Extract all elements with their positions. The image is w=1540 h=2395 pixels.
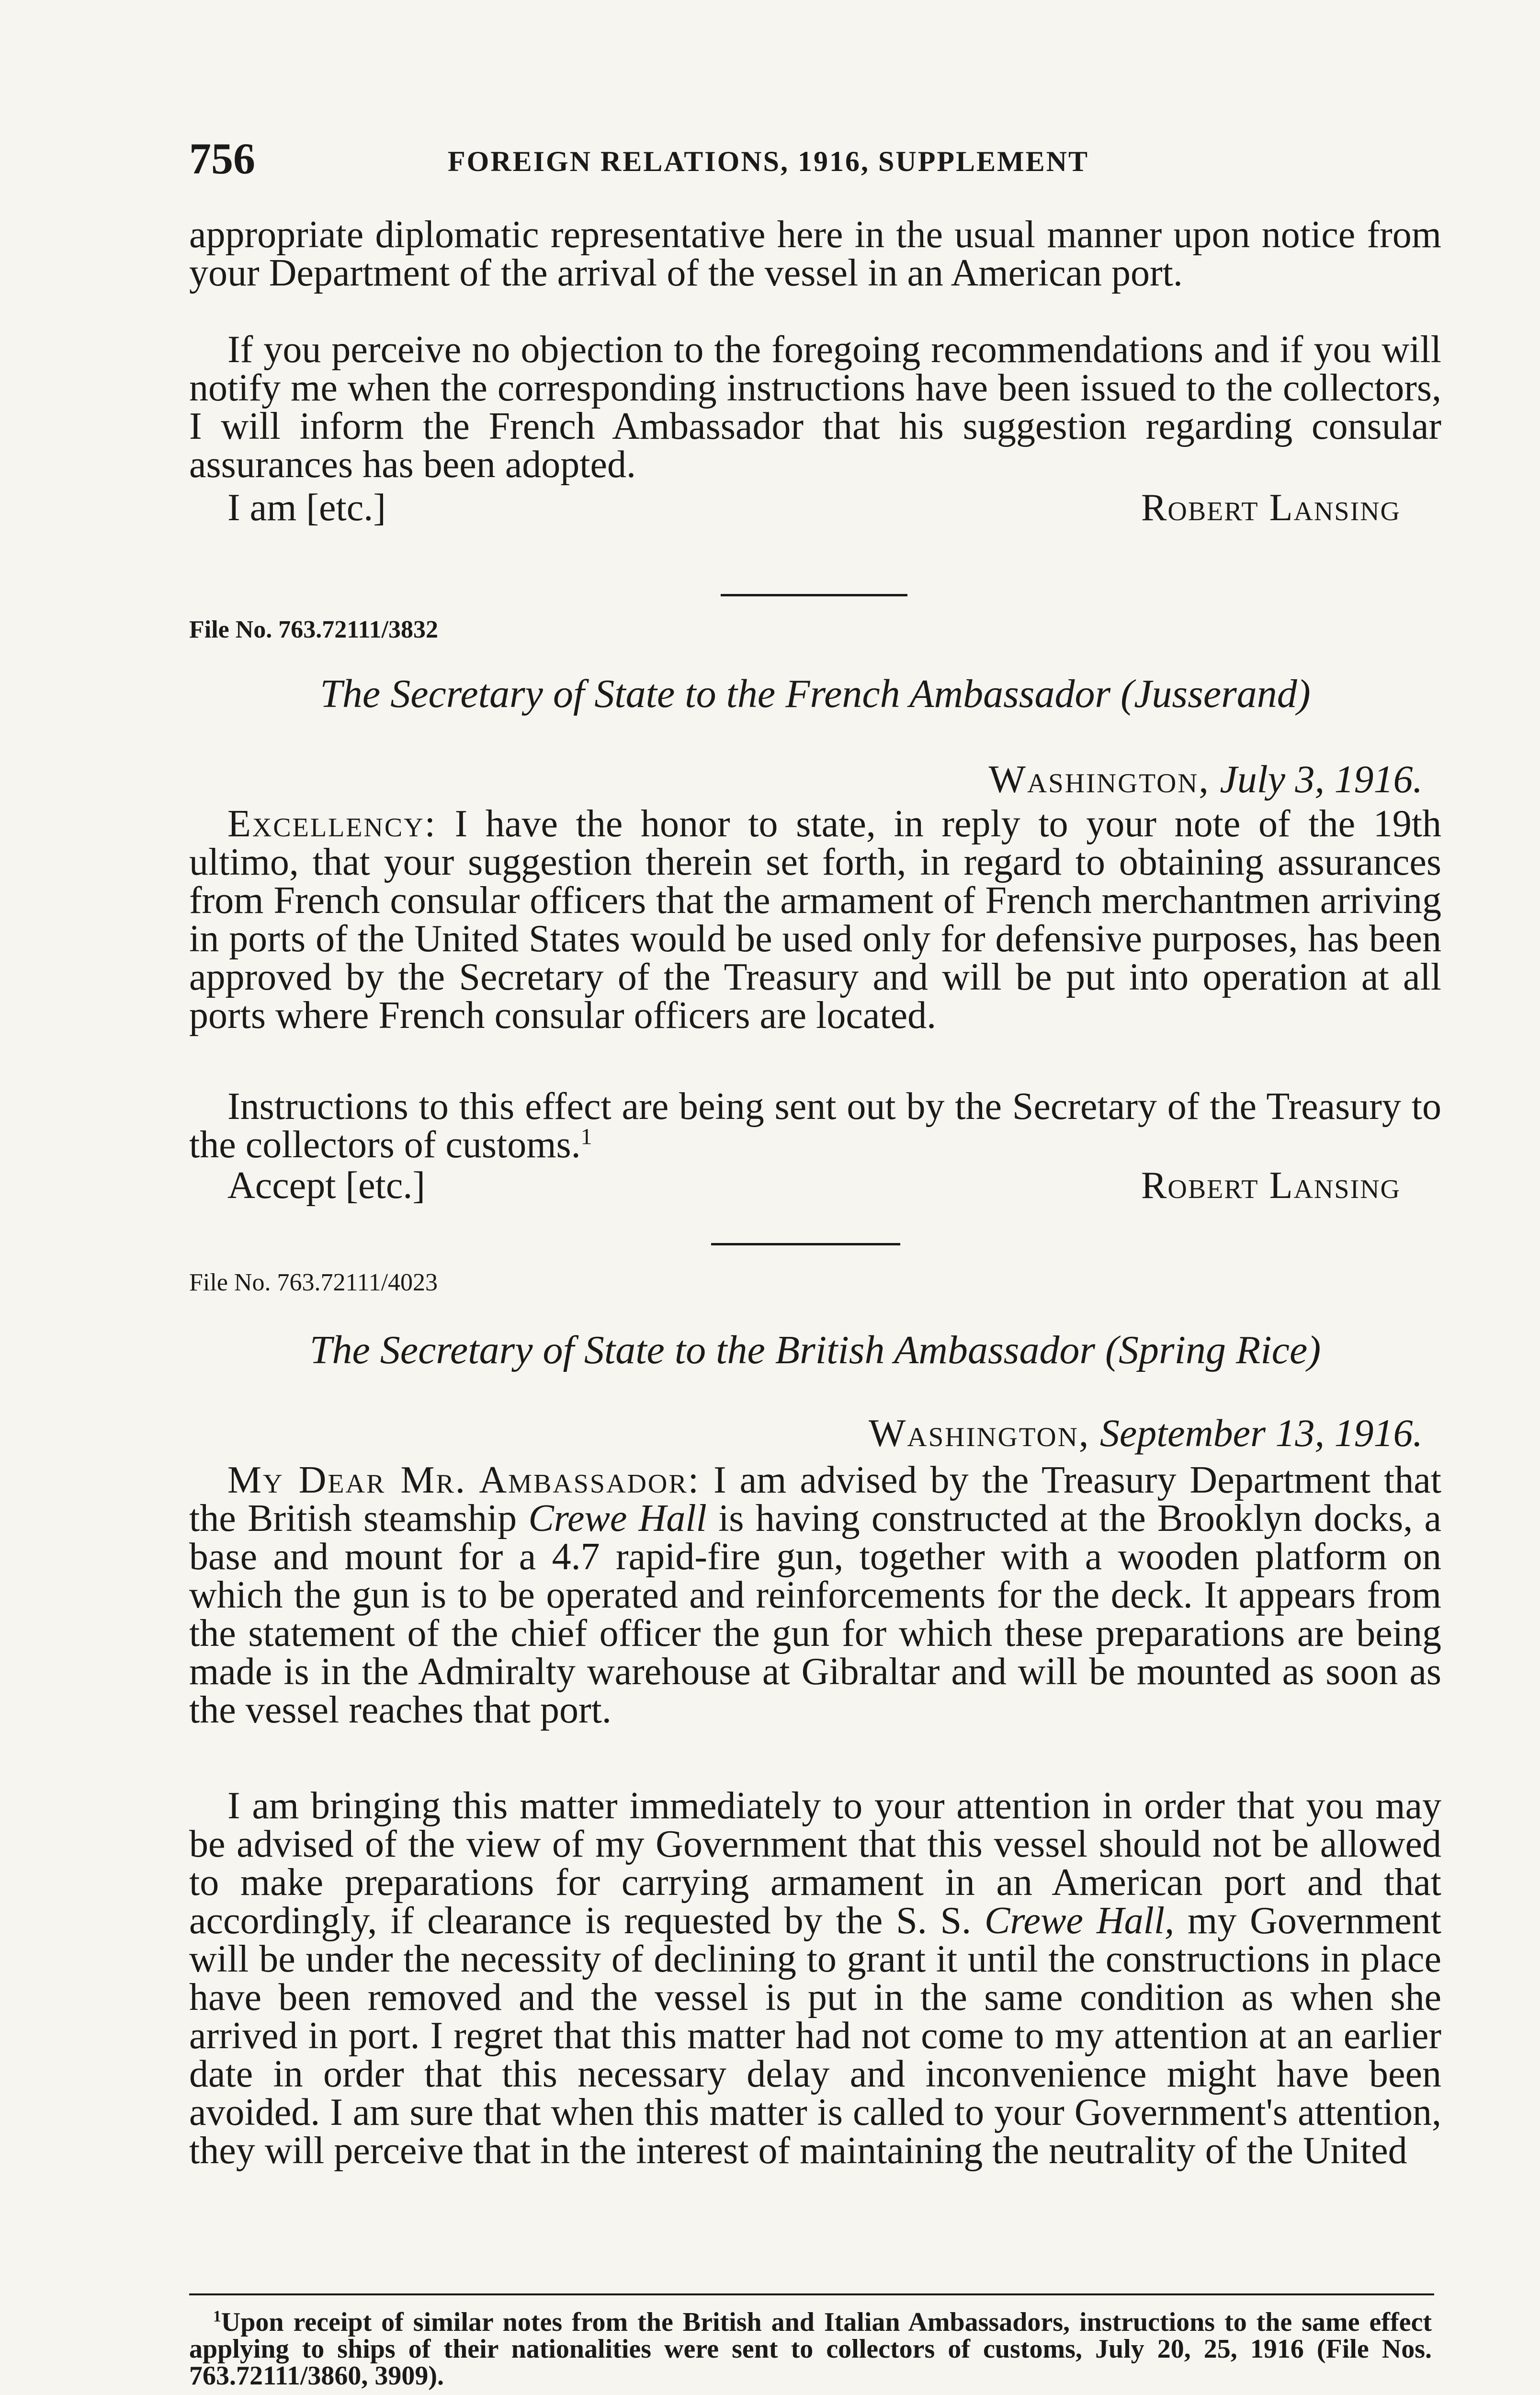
page-number: 756 bbox=[189, 134, 255, 183]
letter-paragraph bbox=[189, 805, 1441, 1035]
footnote-text: Upon receipt of similar notes from the British and Italian Ambassadors, instructions to the same effect applying to ships of their nationalities were sent to collectors of customs, July 20, 25, 1916 (File Nos. 763.72111/3860, 3909). bbox=[189, 2307, 1432, 2391]
letter-body: is having constructed at the Brooklyn docks, a base and mount for a 4.7 rapid-fire gun, together with a wooden platform on which the gun is to be operated and reinforcements for the deck. It appears from the statement of the chief officer the gun for which these preparations are being made is in the Admiralty warehouse at Gibraltar and will be mounted as soon as the vessel reaches that port. bbox=[189, 1497, 1442, 1731]
dateline-place: Washington, bbox=[988, 757, 1210, 801]
running-head: FOREIGN RELATIONS, 1916, SUPPLEMENT bbox=[448, 146, 1089, 177]
letter-paragraph bbox=[189, 1087, 1441, 1164]
section-divider bbox=[711, 1243, 900, 1245]
ship-name: Crewe Hall, bbox=[985, 1900, 1175, 1942]
footnote-reference: 1 bbox=[580, 1124, 592, 1150]
footnote-mark: 1 bbox=[213, 2307, 221, 2326]
salutation: My Dear Mr. Ambassador: bbox=[227, 1459, 700, 1501]
footnote-divider bbox=[189, 2293, 1434, 2295]
footnote bbox=[189, 2309, 1432, 2389]
letter-body: I have the honor to state, in reply to your note of the 19th ultimo, that your suggestion therein set forth, in regard to obtaining assurances from French consular officers that the armament of French merchantmen arriving in ports of the United States would be used only for defensive purposes, has been approved by the Secretary of the Treasury and will be put into operation at all ports where French consular officers are located. bbox=[189, 803, 1441, 1037]
letter-body: I am bringing this matter immediately to your attention in order that you may be advised of the view of my Government that this vessel should not be allowed to make preparations for carrying armament in an American port and that accordingly, if clearance is requested by the S. S. bbox=[189, 1785, 1441, 1942]
ship-name: Crewe Hall bbox=[528, 1497, 707, 1540]
dateline bbox=[989, 757, 1423, 802]
closing-text: Accept [etc.] bbox=[227, 1164, 426, 1207]
file-number: File No. 763.72111/4023 bbox=[189, 1269, 438, 1296]
signature: Robert Lansing bbox=[1141, 1164, 1401, 1207]
closing-text: I am [etc.] bbox=[227, 487, 386, 529]
recommendation-paragraph: If you perceive no objection to the foregoing recommendations and if you will notify me when the corresponding instructions have been issued to the collectors, I will inform the French Ambassador that his suggestion regarding consular assurances has been adopted. bbox=[189, 329, 1441, 486]
file-number: File No. 763.72111/3832 bbox=[189, 616, 438, 643]
closing-line-2 bbox=[189, 1164, 1434, 1207]
letter-paragraph bbox=[189, 1787, 1441, 2170]
letter-body: I am advised by the Treasury Department that the British steamship bbox=[189, 1459, 1442, 1540]
dateline bbox=[869, 1411, 1423, 1456]
dateline-date: September 13, 1916. bbox=[1099, 1411, 1423, 1455]
section-divider bbox=[721, 594, 907, 596]
letter-paragraph bbox=[189, 1461, 1441, 1729]
document-title: The Secretary of State to the French Ambassador (Jusserand) bbox=[320, 672, 1311, 716]
continuation-paragraph: appropriate diplomatic representative here in the usual manner upon notice from your Department of the arrival of the vessel in an American port. bbox=[189, 214, 1441, 294]
closing-line-1 bbox=[189, 486, 1434, 529]
letter-body: Instructions to this effect are being sent out by the Secretary of the Treasury to the collectors of customs. bbox=[189, 1085, 1441, 1166]
salutation: Excellency: bbox=[227, 803, 437, 845]
document-title: The Secretary of State to the British Ambassador (Spring Rice) bbox=[309, 1328, 1321, 1372]
page-header bbox=[189, 133, 1441, 186]
dateline-place: Washington, bbox=[869, 1411, 1090, 1455]
dateline-date: July 3, 1916. bbox=[1220, 757, 1423, 801]
letter-body: my Government will be under the necessity of declining to grant it until the constructions in place have been removed and the vessel is put in the same condition as when she arrived in port. I regret that this matter had not come to my attention at an earlier date in order that this necessary delay and inconvenience might have been avoided. I am sure that when this matter is called to your Government's attention, they will perceive that in the interest of maintaining the neutrality of the United bbox=[189, 1900, 1442, 2172]
signature: Robert Lansing bbox=[1141, 487, 1401, 529]
